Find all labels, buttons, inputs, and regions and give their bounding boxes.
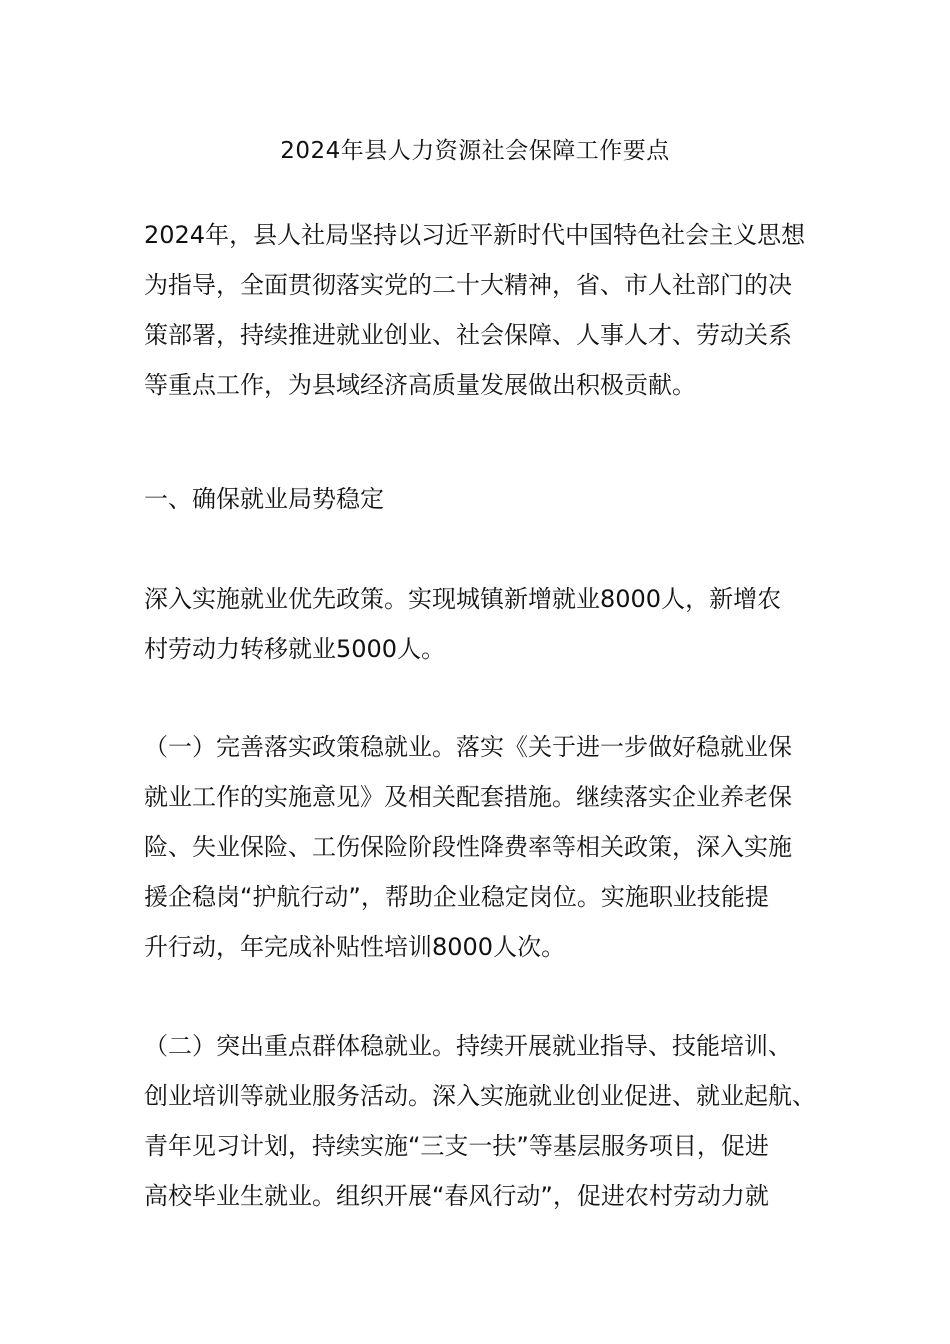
paragraph-intro: [144, 210, 824, 410]
paragraph-line: 等重点工作，为县域经济高质量发展做出积极贡献。: [144, 371, 696, 399]
paragraph-line: 为指导，全面贯彻落实党的二十大精神，省、市人社部门的决: [144, 271, 792, 299]
paragraph-line: 深入实施就业优先政策。实现城镇新增就业8000人，新增农: [144, 585, 782, 613]
paragraph-line: 就业工作的实施意见》及相关配套措施。继续落实企业养老保: [144, 783, 792, 811]
paragraph-line: （一）完善落实政策稳就业。落实《关于进一步做好稳就业保: [144, 733, 792, 761]
section-heading: [144, 474, 824, 524]
paragraph-item-one: [144, 722, 824, 972]
paragraph-line: 2024年，县人社局坚持以习近平新时代中国特色社会主义思想: [144, 221, 806, 249]
paragraph-line: （二）突出重点群体稳就业。持续开展就业指导、技能培训、: [144, 1032, 792, 1060]
paragraph-line: 险、失业保险、工伤保险阶段性降费率等相关政策，深入实施: [144, 833, 792, 861]
paragraph-line: 创业培训等就业服务活动。深入实施就业创业促进、就业起航、: [144, 1082, 816, 1110]
paragraph-item-two: [144, 1021, 824, 1221]
section-heading-line: 一、确保就业局势稳定: [144, 485, 384, 513]
paragraph-line: 升行动，年完成补贴性培训8000人次。: [144, 933, 566, 961]
paragraph-line: 援企稳岗“护航行动”，帮助企业稳定岗位。实施职业技能提: [144, 883, 769, 911]
paragraph-line: 青年见习计划，持续实施“三支一扶”等基层服务项目，促进: [144, 1132, 769, 1160]
document-title: 2024年县人力资源社会保障工作要点: [280, 138, 670, 164]
paragraph-line: 村劳动力转移就业5000人。: [144, 635, 446, 663]
paragraph-employment-policy: [144, 574, 824, 674]
paragraph-line: 策部署，持续推进就业创业、社会保障、人事人才、劳动关系: [144, 321, 792, 349]
paragraph-line: 高校毕业生就业。组织开展“春风行动”，促进农村劳动力就: [144, 1182, 769, 1210]
